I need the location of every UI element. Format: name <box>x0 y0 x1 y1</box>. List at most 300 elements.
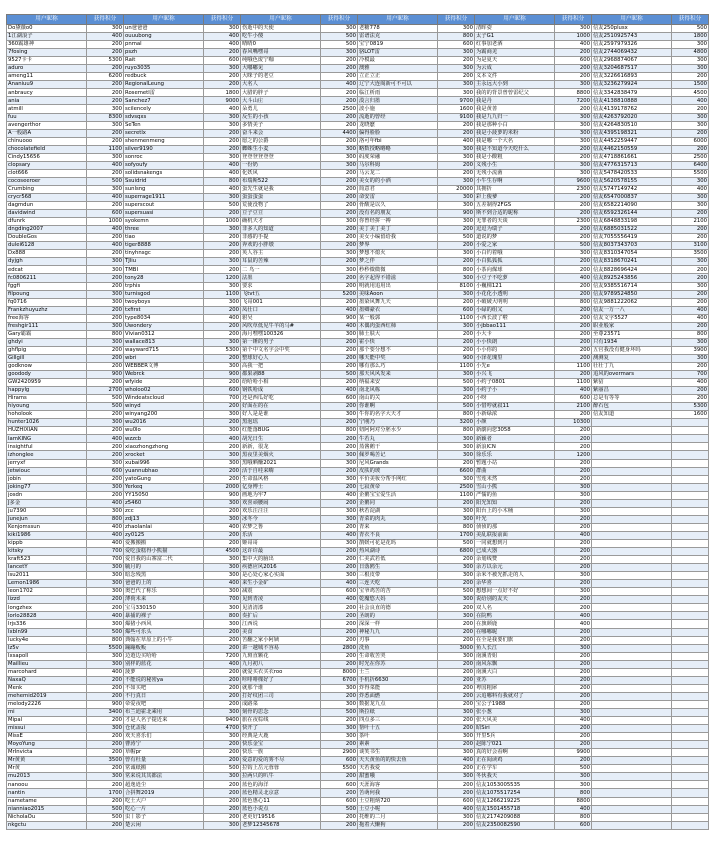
points-cell: 300 <box>204 588 241 596</box>
user-nickname-cell: three <box>124 226 204 234</box>
points-cell <box>672 507 709 515</box>
user-nickname-cell: 蓝色精灵北京意 <box>241 789 321 797</box>
user-nickname-cell: 常来说其其都法 <box>124 773 204 781</box>
user-nickname-cell: 我是小酸粗 <box>475 153 555 161</box>
table-row <box>7 226 709 234</box>
points-cell: 200 <box>438 717 475 725</box>
user-nickname-cell: RegionalLeung <box>124 81 204 89</box>
points-cell: 200 <box>438 330 475 338</box>
points-cell: 200 <box>87 717 124 725</box>
user-nickname-cell: 蛋先生就是我 <box>241 185 321 193</box>
points-cell: 200 <box>321 202 358 210</box>
points-cell: 500 <box>321 805 358 813</box>
user-nickname-cell: 奔欢的小胖墩 <box>241 242 321 250</box>
points-cell: 300 <box>87 483 124 491</box>
points-cell <box>672 821 709 829</box>
user-nickname-cell: 快开了 <box>241 725 321 733</box>
user-nickname-cell: J多金 <box>7 499 87 507</box>
user-nickname-cell: 就那个谁 <box>241 684 321 692</box>
user-nickname-cell: hunter1026 <box>7 419 87 427</box>
user-nickname-cell: 大腊的胖子 <box>241 89 321 97</box>
user-nickname-cell <box>592 757 672 765</box>
points-cell: 300 <box>672 258 709 266</box>
points-cell: 400 <box>204 435 241 443</box>
points-cell: 200 <box>321 210 358 218</box>
points-cell: 300 <box>87 620 124 628</box>
user-nickname-cell: 红能落BUG <box>241 427 321 435</box>
points-cell: 200 <box>321 419 358 427</box>
points-cell: 20000 <box>438 185 475 193</box>
points-cell: 400 <box>204 314 241 322</box>
table-row <box>7 435 709 443</box>
user-nickname-cell: 士兰 <box>358 668 438 676</box>
user-nickname-cell: Mr黄黄 <box>7 757 87 765</box>
points-cell: 200 <box>321 443 358 451</box>
user-nickname-cell: 耳鼠的苦辣 <box>241 258 321 266</box>
points-cell: 1200 <box>204 274 241 282</box>
user-nickname-cell: lucky4e <box>7 636 87 644</box>
user-nickname-cell: lz5v <box>7 644 87 652</box>
user-nickname-cell: 老梦12345678 <box>241 821 321 829</box>
user-nickname-cell: 薄荷未来 <box>124 596 204 604</box>
header-row <box>7 15 709 25</box>
table-row <box>7 113 709 121</box>
points-cell <box>672 491 709 499</box>
user-nickname-cell: dfunrk <box>7 218 87 226</box>
user-nickname-cell: 为是夏天 <box>475 57 555 65</box>
user-nickname-cell <box>592 821 672 829</box>
points-cell: 200 <box>438 242 475 250</box>
user-nickname-cell <box>592 725 672 733</box>
points-cell: 1000 <box>204 218 241 226</box>
user-nickname-cell: 小爱之家 <box>475 242 555 250</box>
user-nickname-cell: 给哈哈小相 <box>241 379 321 387</box>
points-cell: 300 <box>438 274 475 282</box>
user-nickname-cell: tony28 <box>124 274 204 282</box>
points-cell: 200 <box>204 741 241 749</box>
points-cell: 300 <box>438 475 475 483</box>
header-name: 用户昵称 <box>592 15 672 25</box>
user-nickname-cell: 新颖者 <box>475 435 555 443</box>
points-cell: 5300 <box>204 346 241 354</box>
table-row <box>7 765 709 773</box>
user-nickname-cell: WEBBER文博 <box>124 362 204 370</box>
user-nickname-cell: 你曾经拼一搏 <box>358 218 438 226</box>
points-cell: 4500 <box>672 89 709 97</box>
user-nickname-cell: 乾魔悠大妈 <box>358 596 438 604</box>
points-cell <box>672 531 709 539</box>
user-nickname-cell: 信友2744069432 <box>592 49 672 57</box>
points-cell: 200 <box>672 274 709 282</box>
points-cell <box>672 789 709 797</box>
user-nickname-cell: 曹涛宁 <box>124 741 204 749</box>
points-cell: 1800 <box>672 33 709 41</box>
user-nickname-cell: 刻骨的思念 <box>241 708 321 716</box>
user-nickname-cell: 炸悉面燃 <box>358 692 438 700</box>
points-cell: 200 <box>672 73 709 81</box>
table-row <box>7 105 709 113</box>
user-nickname-cell: chinuooo <box>7 137 87 145</box>
user-nickname-cell: 爆些可乐头 <box>124 628 204 636</box>
user-nickname-cell: fq0716 <box>7 298 87 306</box>
user-nickname-cell: 爆猪小西风 <box>124 620 204 628</box>
points-cell: 4700 <box>204 725 241 733</box>
user-nickname-cell: 我是黄善 <box>475 105 555 113</box>
points-cell: 200 <box>555 580 592 588</box>
points-cell: 200 <box>321 523 358 531</box>
user-nickname-cell: 热风湖诗 <box>358 548 438 556</box>
user-nickname-cell: 一同就想到月 <box>475 540 555 548</box>
points-cell: 200 <box>555 564 592 572</box>
points-cell: 200 <box>672 322 709 330</box>
points-cell: 200 <box>555 475 592 483</box>
points-cell: 300 <box>204 193 241 201</box>
points-cell: 200 <box>555 330 592 338</box>
user-nickname-cell: 小约子0801 <box>475 379 555 387</box>
user-nickname-cell: 信友8828696424 <box>592 266 672 274</box>
table-row <box>7 459 709 467</box>
points-cell: 200 <box>555 757 592 765</box>
table-row <box>7 49 709 57</box>
user-nickname-cell <box>592 612 672 620</box>
user-nickname-cell: 那天风风发来 <box>358 371 438 379</box>
user-nickname-cell: 圣朗的 <box>358 612 438 620</box>
user-nickname-cell: 信友2968874067 <box>592 57 672 65</box>
points-cell: 200 <box>321 403 358 411</box>
points-cell: 300 <box>204 338 241 346</box>
user-nickname-cell <box>592 660 672 668</box>
points-cell: 200 <box>204 668 241 676</box>
points-cell <box>672 652 709 660</box>
user-nickname-cell: 开里5兵 <box>475 733 555 741</box>
user-nickname-cell: 冰冬今 <box>241 515 321 523</box>
points-cell: 300 <box>672 41 709 49</box>
user-nickname-cell: 信友7055556419 <box>592 234 672 242</box>
user-nickname-cell: syokemn <box>124 218 204 226</box>
points-cell: 300 <box>87 290 124 298</box>
user-nickname-cell: superscout <box>124 202 204 210</box>
points-cell <box>672 580 709 588</box>
user-nickname-cell: 余方以余元 <box>475 564 555 572</box>
user-nickname-cell: 青来 <box>358 523 438 531</box>
table-row <box>7 274 709 282</box>
points-cell: 300 <box>321 540 358 548</box>
user-nickname-cell: 信友8037343703 <box>592 242 672 250</box>
points-cell: 4400 <box>321 129 358 137</box>
points-cell: 600 <box>321 395 358 403</box>
points-cell <box>672 684 709 692</box>
points-cell: 300 <box>204 113 241 121</box>
user-nickname-cell: sofyoufy <box>124 161 204 169</box>
points-cell: 200 <box>87 765 124 773</box>
user-nickname-cell: 张小葱 <box>475 708 555 716</box>
user-nickname-cell: crycr568 <box>7 193 87 201</box>
table-row <box>7 33 709 41</box>
user-nickname-cell: 天涯海客 <box>358 781 438 789</box>
user-nickname-cell: 南山的关 <box>358 395 438 403</box>
user-nickname-cell: 茶叶 <box>358 733 438 741</box>
user-nickname-cell: 南风东飘 <box>475 660 555 668</box>
user-nickname-cell: 逗逗为瑞子 <box>475 226 555 234</box>
points-cell: 300 <box>555 588 592 596</box>
user-nickname-cell <box>592 580 672 588</box>
user-nickname-cell: 欢乐汪汪汪 <box>241 507 321 515</box>
points-cell: 800 <box>87 636 124 644</box>
points-cell <box>672 443 709 451</box>
points-cell <box>672 749 709 757</box>
points-cell: 300 <box>87 507 124 515</box>
points-cell <box>672 564 709 572</box>
user-nickname-cell: 哪有那么巧 <box>358 362 438 370</box>
user-nickname-cell: 流逝的曾经 <box>358 113 438 121</box>
table-row <box>7 298 709 306</box>
user-nickname-cell: 已成大器 <box>475 548 555 556</box>
points-cell: 200 <box>321 628 358 636</box>
points-cell: 800 <box>438 411 475 419</box>
table-row <box>7 451 709 459</box>
points-cell <box>672 628 709 636</box>
points-cell <box>672 773 709 781</box>
points-cell: 200 <box>321 193 358 201</box>
user-nickname-cell: 哪天能中奖 <box>358 354 438 362</box>
points-cell: 200 <box>438 725 475 733</box>
user-nickname-cell: 小豆子不吃萝 <box>475 274 555 282</box>
table-row <box>7 346 709 354</box>
points-cell: 200 <box>87 491 124 499</box>
points-cell: 200 <box>555 548 592 556</box>
user-nickname-cell: 信友6885031522 <box>592 226 672 234</box>
points-cell: 200 <box>321 113 358 121</box>
points-cell: 400 <box>87 499 124 507</box>
user-nickname-cell: 信友4139178762 <box>592 105 672 113</box>
user-nickname-cell: winyang200 <box>124 411 204 419</box>
user-nickname-cell: lxbln99 <box>7 628 87 636</box>
user-nickname-cell: MrInvicta <box>7 749 87 757</box>
points-cell: 300 <box>321 733 358 741</box>
user-nickname-cell: 鹊媛可花是花吗 <box>358 540 438 548</box>
user-nickname-cell: TMBI <box>124 266 204 274</box>
user-nickname-cell: 三根皮带 <box>358 572 438 580</box>
table-row <box>7 129 709 137</box>
points-cell: 500 <box>321 41 358 49</box>
user-nickname-cell: 张大风美 <box>475 717 555 725</box>
user-nickname-cell: 美丁美丁美丁 <box>358 226 438 234</box>
user-nickname-cell: 小小快朗 <box>475 338 555 346</box>
points-cell: 900 <box>87 371 124 379</box>
points-cell: 300 <box>321 145 358 153</box>
points-cell: 700 <box>204 395 241 403</box>
points-cell: 9900 <box>555 749 592 757</box>
points-cell: 200 <box>204 757 241 765</box>
points-cell: 600 <box>321 757 358 765</box>
points-cell: 200 <box>87 684 124 692</box>
user-nickname-cell: 彩上俊爹 <box>475 193 555 201</box>
points-cell: 400 <box>87 435 124 443</box>
points-cell <box>672 435 709 443</box>
user-nickname-cell: 小破破大明明 <box>475 298 555 306</box>
user-nickname-cell: ju7390 <box>7 507 87 515</box>
points-cell: 200 <box>204 540 241 548</box>
points-cell: 200 <box>555 668 592 676</box>
user-nickname-cell: nametame <box>7 797 87 805</box>
points-cell: 300 <box>204 226 241 234</box>
user-nickname-cell: 经典是大鹿 <box>241 733 321 741</box>
user-nickname-cell: 妞阿阿对分胚水少 <box>358 427 438 435</box>
user-nickname-cell: 宝马330150 <box>124 604 204 612</box>
points-cell: 400 <box>438 757 475 765</box>
points-cell <box>672 644 709 652</box>
user-nickname-cell <box>592 596 672 604</box>
header-name: 用户昵称 <box>358 15 438 25</box>
points-cell: 1100 <box>438 314 475 322</box>
points-cell: 200 <box>438 660 475 668</box>
points-cell: 200 <box>87 169 124 177</box>
user-nickname-cell: 总是有等等 <box>592 395 672 403</box>
points-cell: 400 <box>87 33 124 41</box>
table-row <box>7 185 709 193</box>
user-nickname-cell: 说给别的友天 <box>475 596 555 604</box>
points-cell: 200 <box>672 266 709 274</box>
points-cell: 300 <box>321 330 358 338</box>
user-nickname-cell: dulei6128 <box>7 242 87 250</box>
user-nickname-cell: 余划线赞 <box>475 556 555 564</box>
points-cell: 200 <box>87 202 124 210</box>
user-nickname-cell: 主永远大小到 <box>475 81 555 89</box>
points-cell: 200 <box>204 137 241 145</box>
user-nickname-cell: sonroc <box>124 153 204 161</box>
points-cell: 900 <box>438 210 475 218</box>
points-cell: 400 <box>87 161 124 169</box>
user-nickname-cell: 活于自哇来嗨 <box>241 467 321 475</box>
user-nickname-cell: 小呀 <box>475 395 555 403</box>
points-cell: 400 <box>321 387 358 395</box>
user-nickname-cell: 新新，很龙 <box>241 443 321 451</box>
user-nickname-cell: 冷模最 <box>358 57 438 65</box>
user-nickname-cell: 集中大的脑出 <box>241 556 321 564</box>
points-cell: 300 <box>321 153 358 161</box>
user-nickname-cell: 只有1934 <box>592 338 672 346</box>
points-cell: 200 <box>204 700 241 708</box>
user-nickname-cell: 蜘蛛生小麦 <box>241 145 321 153</box>
user-nickname-cell: 农梦之鲁 <box>241 523 321 531</box>
points-cell: 200 <box>87 346 124 354</box>
points-cell: 5300 <box>672 403 709 411</box>
user-nickname-cell: 奏扩后 <box>241 612 321 620</box>
user-nickname-cell: 数据龙九点 <box>358 700 438 708</box>
points-cell: 300 <box>438 250 475 258</box>
table-row <box>7 153 709 161</box>
points-cell: 300 <box>87 153 124 161</box>
user-nickname-cell: yatoGung <box>124 475 204 483</box>
user-nickname-cell: 合拼舞2019 <box>124 789 204 797</box>
table-row <box>7 797 709 805</box>
points-cell: 300 <box>672 354 709 362</box>
points-cell: 200 <box>672 362 709 370</box>
points-cell: 600 <box>321 781 358 789</box>
points-cell: 200 <box>321 185 358 193</box>
user-nickname-cell: 我是那种小白 <box>475 121 555 129</box>
points-cell: 300 <box>87 652 124 660</box>
points-cell <box>672 797 709 805</box>
table-row <box>7 25 709 33</box>
points-cell: 200 <box>321 97 358 105</box>
points-cell: 200 <box>87 797 124 805</box>
user-nickname-cell: edcat <box>7 266 87 274</box>
user-nickname-cell: 没有名的朋友 <box>358 210 438 218</box>
points-cell: 300 <box>204 459 241 467</box>
user-nickname-cell: 醉石包 <box>592 403 672 411</box>
points-cell: 200 <box>438 258 475 266</box>
points-cell: 300 <box>438 49 475 57</box>
points-cell: 200 <box>204 73 241 81</box>
user-nickname-cell <box>592 548 672 556</box>
user-nickname-cell: 苦翻之家小阿姨 <box>241 636 321 644</box>
points-cell <box>672 548 709 556</box>
user-nickname-cell <box>592 507 672 515</box>
points-cell: 200 <box>321 298 358 306</box>
points-cell: 200 <box>555 700 592 708</box>
points-cell: 300 <box>438 387 475 395</box>
user-nickname-cell: 不能说的秘密ya <box>124 676 204 684</box>
user-nickname-cell: 整球好心人 <box>241 354 321 362</box>
points-cell: 800 <box>204 177 241 185</box>
user-nickname-cell: 信友3342838479 <box>592 89 672 97</box>
points-cell: 300 <box>438 708 475 716</box>
points-cell: 200 <box>87 781 124 789</box>
user-nickname-cell: 钢铁哈成 <box>241 387 321 395</box>
user-nickname-cell: 阳光知知 <box>475 499 555 507</box>
points-cell: 200 <box>672 145 709 153</box>
user-nickname-cell: filpoung <box>7 290 87 298</box>
user-nickname-cell: 暴捕的裸子 <box>124 612 204 620</box>
points-cell: 6800 <box>438 548 475 556</box>
user-nickname-cell <box>592 684 672 692</box>
points-cell: 600 <box>438 797 475 805</box>
points-cell: 200 <box>204 781 241 789</box>
points-cell: 200 <box>438 620 475 628</box>
points-cell: 200 <box>555 65 592 73</box>
points-cell: 3200 <box>438 419 475 427</box>
points-cell: 1000 <box>555 33 592 41</box>
user-nickname-cell: hoholook <box>7 411 87 419</box>
points-cell: 300 <box>672 113 709 121</box>
user-nickname-cell: 爱意的爱的雾不尽 <box>241 757 321 765</box>
user-nickname-cell: 小先e <box>475 362 555 370</box>
user-nickname-cell: 就爱买衣买衣roo <box>241 668 321 676</box>
points-cell: 200 <box>555 371 592 379</box>
table-row <box>7 604 709 612</box>
header-score: 获得积分 <box>321 15 358 25</box>
user-nickname-cell: 二 鸟一 <box>241 266 321 274</box>
user-nickname-cell <box>592 797 672 805</box>
points-cell: 8800 <box>555 89 592 97</box>
user-nickname-cell: 粤国粗犀 <box>475 684 555 692</box>
table-row <box>7 676 709 684</box>
user-nickname-cell <box>592 540 672 548</box>
points-cell: 300 <box>438 733 475 741</box>
user-nickname-cell: 爸爸的上的 <box>124 580 204 588</box>
user-nickname-cell: 风吹草低见牛羊的马# <box>241 322 321 330</box>
user-nickname-cell: 甜蜜哦 <box>358 773 438 781</box>
user-nickname-cell: winyd <box>124 403 204 411</box>
user-nickname-cell: wu2016 <box>124 419 204 427</box>
points-cell: 2800 <box>321 644 358 652</box>
points-cell: 3100 <box>672 242 709 250</box>
table-row <box>7 483 709 491</box>
points-cell: 200 <box>672 105 709 113</box>
points-cell: 200 <box>204 813 241 821</box>
user-nickname-cell: 伤逝中的天使 <box>241 25 321 33</box>
